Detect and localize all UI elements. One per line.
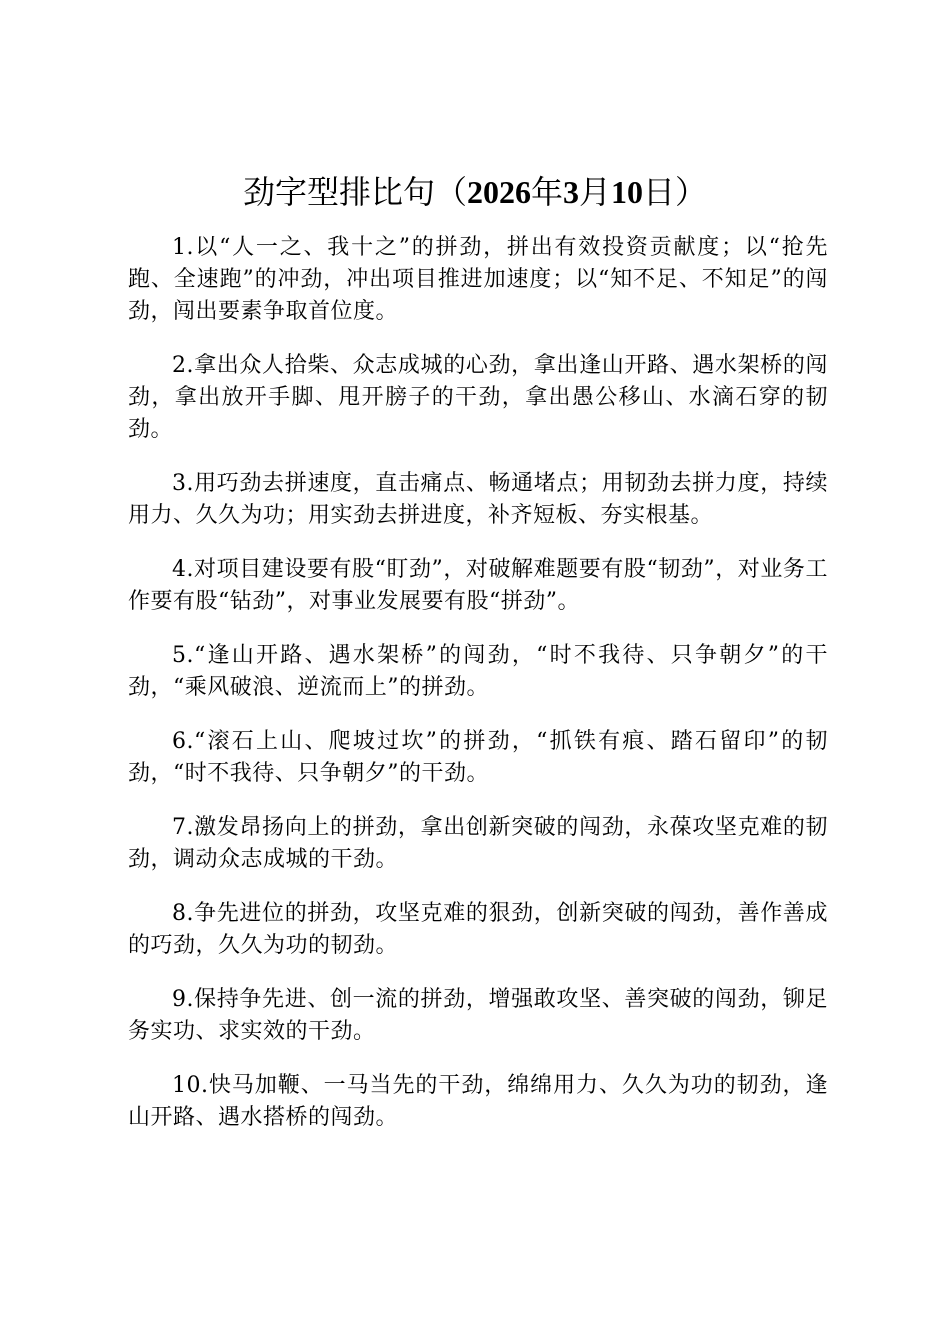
paragraph-8: 8.争先进位的拼劲，攻坚克难的狠劲，创新突破的闯劲，善作善成的巧劲，久久为功的韧劲。 bbox=[128, 901, 828, 958]
paragraph-9: 9.保持争先进、创一流的拼劲，增强敢攻坚、善突破的闯劲，铆足务实功、求实效的干劲。 bbox=[128, 987, 828, 1044]
title-year: 2026 bbox=[466, 174, 531, 210]
paragraph-4: 4.对项目建设要有股“盯劲”，对破解难题要有股“韧劲”，对业务工作要有股“钻劲”，对事业发展要有股“拼劲”。 bbox=[128, 557, 828, 614]
document-body bbox=[128, 232, 828, 1156]
paragraph-10: 10.快马加鞭、一马当先的干劲，绵绵用力、久久为功的韧劲，逢山开路、遇水搭桥的闯劲。 bbox=[128, 1073, 828, 1130]
title-suffix: 日） bbox=[643, 173, 708, 211]
title-prefix: 劲字型排比句（ bbox=[242, 173, 467, 211]
paragraph-1: 1.以“人一之、我十之”的拼劲，拼出有效投资贡献度；以“抢先跑、全速跑”的冲劲，冲出项目推进加速度；以“知不足、不知足”的闯劲，闯出要素争取首位度。 bbox=[128, 235, 828, 324]
paragraph-6: 6.“滚石上山、爬坡过坎”的拼劲，“抓铁有痕、踏石留印”的韧劲，“时不我待、只争朝夕”的干劲。 bbox=[128, 729, 828, 786]
paragraph-3: 3.用巧劲去拼速度，直击痛点、畅通堵点；用韧劲去拼力度，持续用力、久久为功；用实劲去拼进度，补齐短板、夯实根基。 bbox=[128, 471, 828, 528]
paragraph-7: 7.激发昂扬向上的拼劲，拿出创新突破的闯劲，永葆攻坚克难的韧劲，调动众志成城的干劲。 bbox=[128, 815, 828, 872]
title-year-unit: 年 bbox=[530, 173, 563, 211]
paragraph-5: 5.“逢山开路、遇水架桥”的闯劲，“时不我待、只争朝夕”的干劲，“乘风破浪、逆流而上”的拼劲。 bbox=[128, 643, 828, 700]
title-day: 10 bbox=[611, 174, 644, 210]
title-month: 3 bbox=[563, 174, 579, 210]
page-title bbox=[0, 170, 950, 214]
title-month-unit: 月 bbox=[579, 173, 612, 211]
paragraph-2: 2.拿出众人拾柴、众志成城的心劲，拿出逢山开路、遇水架桥的闯劲，拿出放开手脚、甩开膀子的干劲，拿出愚公移山、水滴石穿的韧劲。 bbox=[128, 353, 828, 442]
